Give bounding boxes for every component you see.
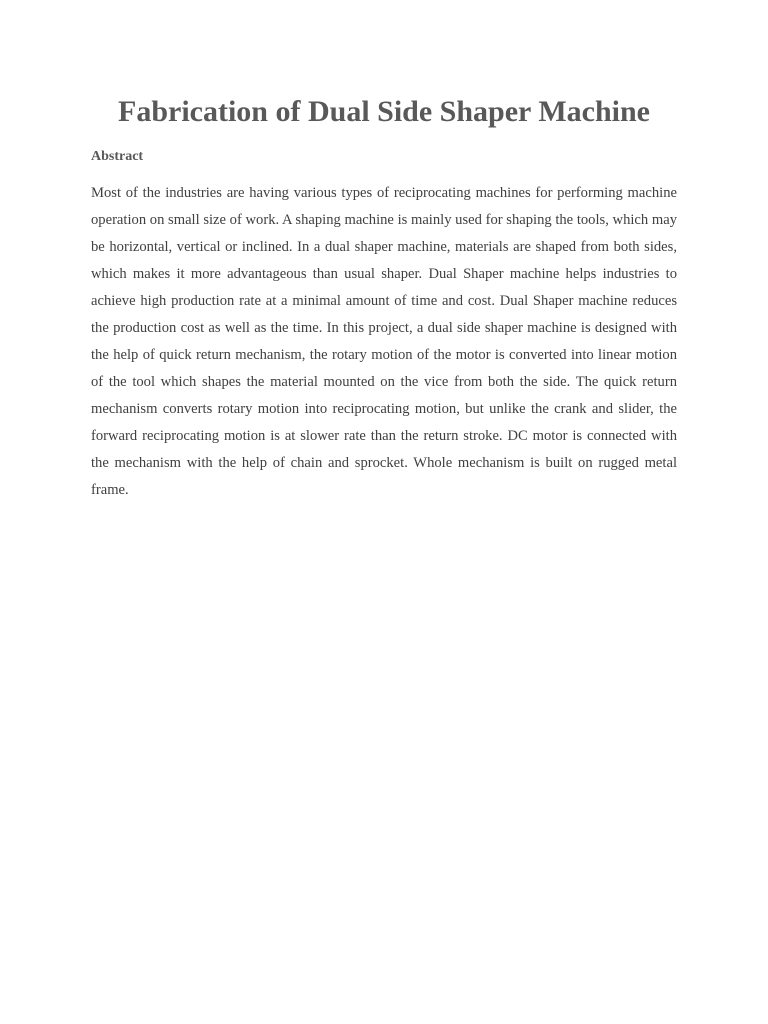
abstract-paragraph: Most of the industries are having various types of reciprocating machines for performing machine operation on small size of work. A shaping machine is mainly used for shaping the tools, which may be horizontal, vertical or inclined. In a dual shaper machine, materials are shaped from both sides, which makes it more advantageous than usual shaper. Dual Shaper machine helps industries to achieve high production rate at a minimal amount of time and cost. Dual Shaper machine reduces the production cost as well as the time. In this project, a dual side shaper machine is designed with the help of quick return mechanism, the rotary motion of the motor is converted into linear motion of the tool which shapes the material mounted on the vice from both the side. The quick return mechanism converts rotary motion into reciprocating motion, but unlike the crank and slider, the forward reciprocating motion is at slower rate than the return stroke. DC motor is connected with the mechanism with the help of chain and sprocket. Whole mechanism is built on rugged metal frame. (91, 185, 677, 498)
abstract-heading: Abstract (91, 149, 144, 164)
document-title: Fabrication of Dual Side Shaper Machine (118, 95, 650, 128)
